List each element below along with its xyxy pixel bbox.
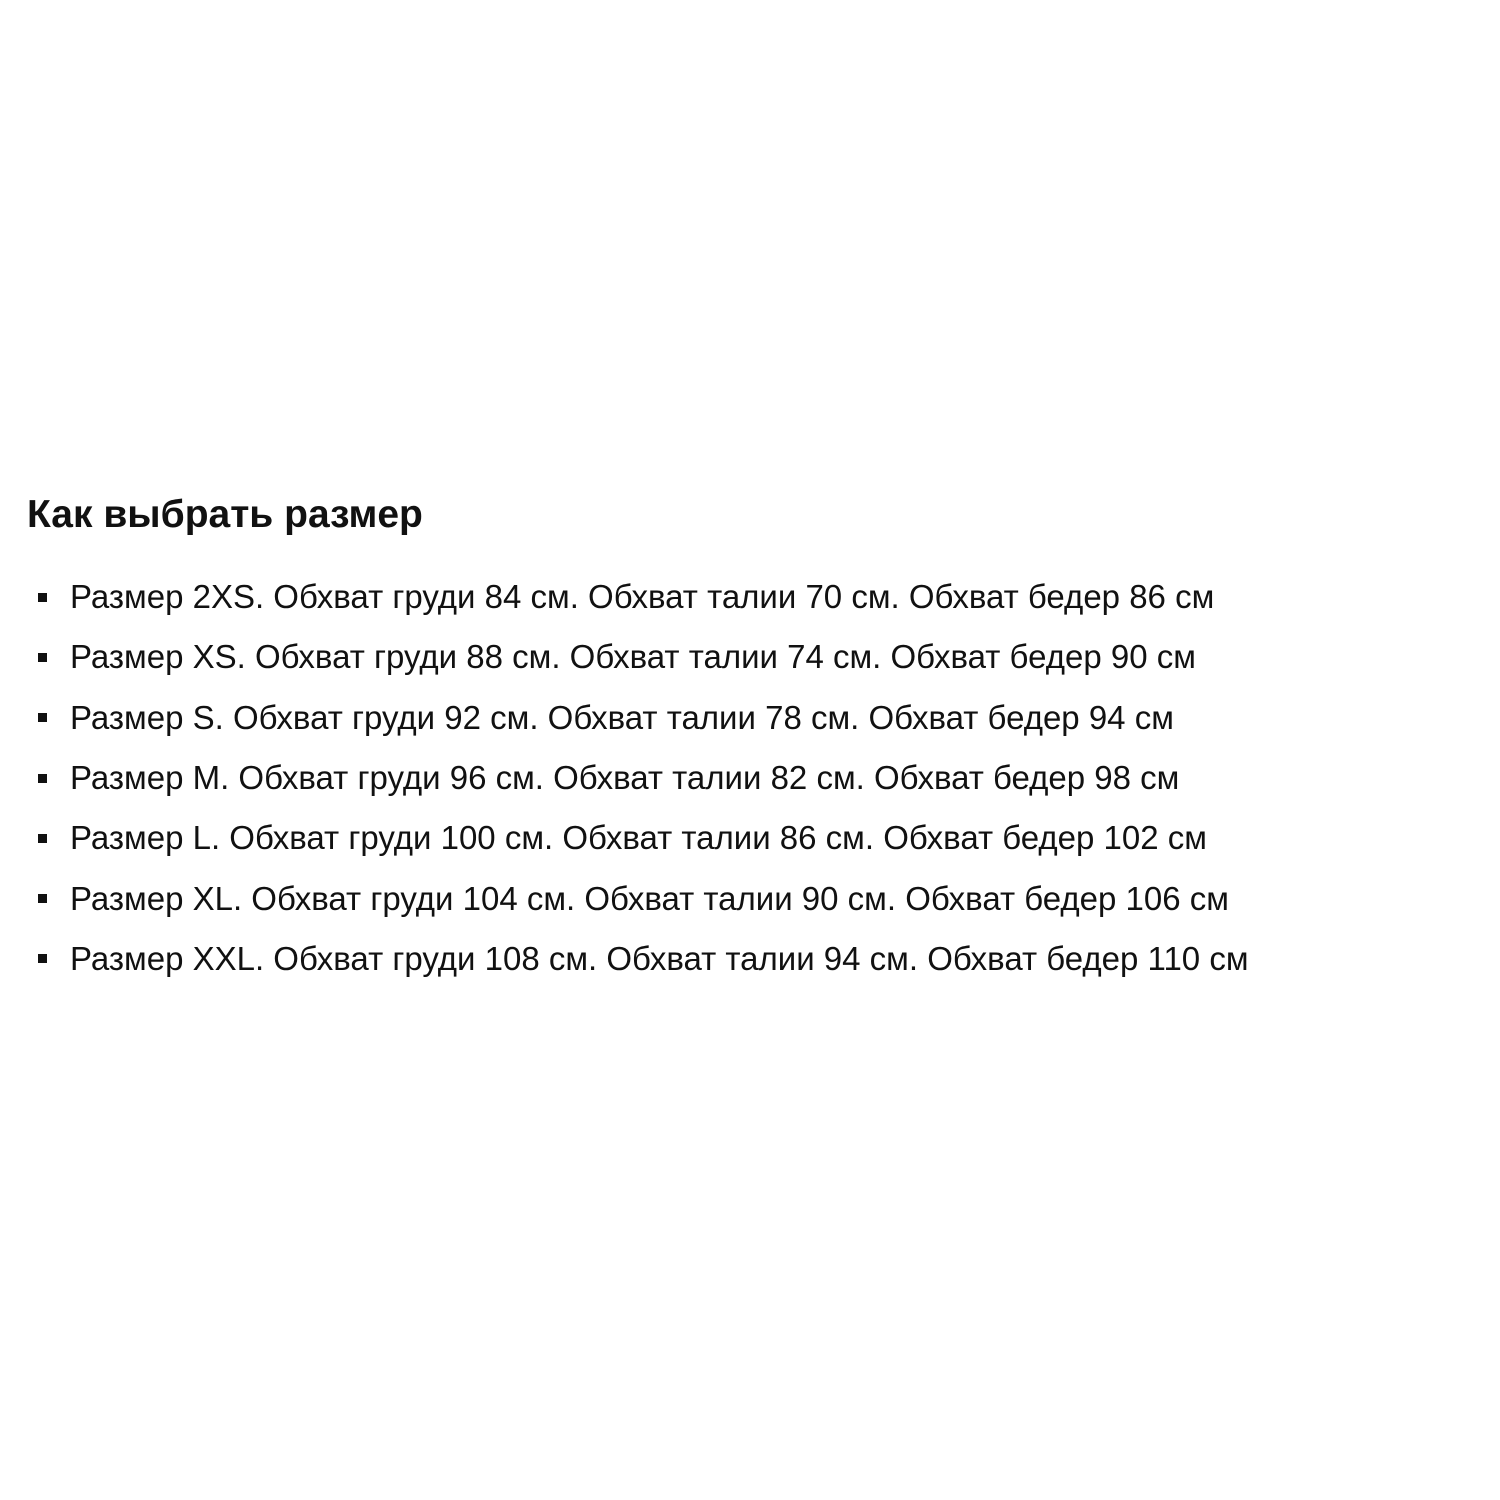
size-row-2xs <box>27 567 1487 627</box>
square-bullet-icon <box>38 894 47 903</box>
size-row-text: Размер XL. Обхват груди 104 см. Обхват талии 90 см. Обхват бедер 106 см <box>70 879 1229 917</box>
size-row-xxl <box>27 929 1487 989</box>
square-bullet-icon <box>38 713 47 722</box>
size-row-text: Размер M. Обхват груди 96 см. Обхват талии 82 см. Обхват бедер 98 см <box>70 759 1180 797</box>
size-row-text: Размер 2XS. Обхват груди 84 см. Обхват талии 70 см. Обхват бедер 86 см <box>70 578 1215 616</box>
square-bullet-icon <box>38 954 47 963</box>
size-row-m <box>27 748 1487 808</box>
size-row-xs <box>27 627 1487 687</box>
size-row-text: Размер L. Обхват груди 100 см. Обхват талии 86 см. Обхват бедер 102 см <box>70 819 1207 857</box>
size-guide <box>27 488 1487 989</box>
square-bullet-icon <box>38 593 47 602</box>
square-bullet-icon <box>38 834 47 843</box>
size-row-xl <box>27 868 1487 928</box>
page-title: Как выбрать размер <box>27 493 423 536</box>
square-bullet-icon <box>38 653 47 662</box>
size-row-text: Размер XXL. Обхват груди 108 см. Обхват талии 94 см. Обхват бедер 110 см <box>70 939 1249 977</box>
size-row-text: Размер XS. Обхват груди 88 см. Обхват талии 74 см. Обхват бедер 90 см <box>70 638 1196 676</box>
size-list <box>27 567 1487 989</box>
size-row-s <box>27 688 1487 748</box>
size-row-l <box>27 808 1487 868</box>
size-row-text: Размер S. Обхват груди 92 см. Обхват талии 78 см. Обхват бедер 94 см <box>70 698 1174 736</box>
square-bullet-icon <box>38 774 47 783</box>
